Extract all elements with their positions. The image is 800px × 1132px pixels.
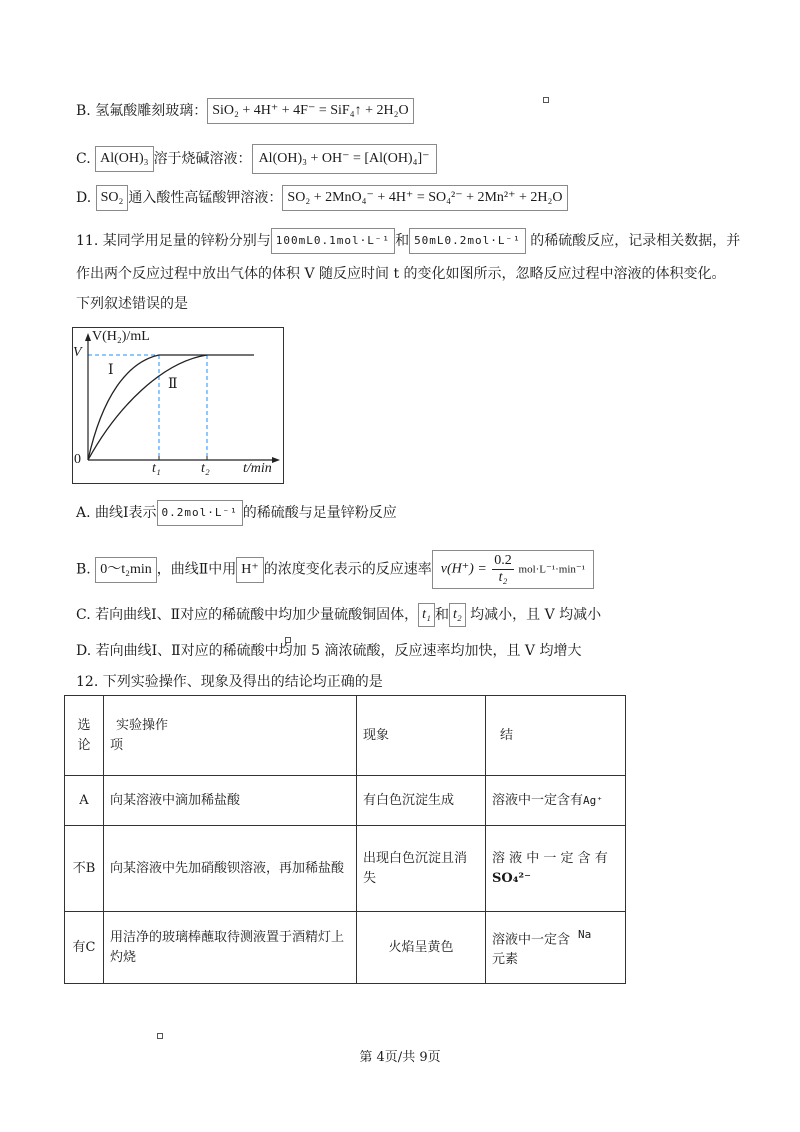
q11-option-d: D. 若向曲线Ⅰ、Ⅱ对应的稀硫酸中均加 5 滴浓硫酸，反应速率均加快，且 V 均增大 xyxy=(76,643,582,659)
sulfur-dioxide-formula: SO₂ xyxy=(96,185,129,211)
row-b-conclusion: 溶 液 中 一 定 含 有 SO₄²⁻ xyxy=(486,826,626,912)
row-b-operation: 向某溶液中先加硝酸钡溶液，再加稀盐酸 xyxy=(104,826,357,912)
x-axis-arrow xyxy=(272,457,280,463)
sulfate-ion: SO₄²⁻ xyxy=(492,870,531,886)
t1-box: t₁ xyxy=(418,603,435,627)
row-b-option: 不B xyxy=(65,826,104,912)
header-col-conclusion: 结 xyxy=(486,696,626,776)
x-axis-label: t/min xyxy=(243,461,272,476)
h-ion-box: H⁺ xyxy=(236,557,264,583)
q11-line-2: 作出两个反应过程中放出气体的体积 V 随反应时间 t 的变化如图所示，忽略反应过程中溶液的体积变化。 xyxy=(76,266,726,282)
curve-1-label: Ⅰ xyxy=(108,363,114,378)
experiment-table xyxy=(64,695,626,984)
rate-numerator: 0.2 xyxy=(494,553,512,568)
rate-lhs: v(H⁺) = xyxy=(440,561,491,577)
t2-box: t₂ xyxy=(449,603,466,627)
header-col-phenomenon: 现象 xyxy=(357,696,486,776)
table-row xyxy=(65,826,626,912)
t2-label: t₂ xyxy=(201,461,210,476)
row-c-conclusion: 溶液中一定含 $^{Na}$ 元素 xyxy=(486,912,626,984)
page-footer: 第 4页/共 9页 xyxy=(359,1050,441,1065)
q11-option-b-text-a: B. xyxy=(76,561,96,578)
q11-line-3: 下列叙述错误的是 xyxy=(76,296,188,312)
row-c-operation: 用洁净的玻璃棒蘸取待测液置于酒精灯上灼烧 xyxy=(104,912,357,984)
y-axis-label: V(H₂)/mL xyxy=(92,329,150,344)
header-col-option: 选 论 xyxy=(65,696,104,776)
origin-label: 0 xyxy=(74,452,81,467)
q11-option-c xyxy=(76,603,601,627)
ag-ion: Ag⁺ xyxy=(583,793,603,807)
q11-option-a-text-a: A. 曲线Ⅰ表示 xyxy=(76,505,157,521)
row-a-conclusion: 溶液中一定含有Ag⁺ xyxy=(486,776,626,826)
sodium-symbol: Na xyxy=(578,927,592,941)
row-a-operation: 向某溶液中滴加稀盐酸 xyxy=(104,776,357,826)
q11-option-c-text-c: 均减小，且 V 均减小 xyxy=(465,607,602,623)
option-d-equation: SO₂ + 2MnO₄⁻ + 4H⁺ = SO₄²⁻ + 2Mn²⁺ + 2H₂O xyxy=(282,185,567,211)
option-b-line xyxy=(76,98,414,124)
option-c-prefix: C. xyxy=(76,151,96,167)
t1-label: t₁ xyxy=(152,461,161,476)
header-col-operation: 实验操作 项 xyxy=(104,696,357,776)
stray-mark xyxy=(157,1033,163,1039)
conc-1-box: 100mL0.1mol·L⁻¹ xyxy=(271,228,395,254)
volume-time-graph xyxy=(72,327,282,482)
q12-title: 12. 下列实验操作、现象及得出的结论均正确的是 xyxy=(76,674,383,690)
table-row xyxy=(65,776,626,826)
q11-option-a xyxy=(76,500,397,526)
time-range-box: 0～t₂min xyxy=(95,557,157,583)
option-d-line xyxy=(76,185,568,211)
option-d-text: 通入酸性高锰酸钾溶液： xyxy=(128,190,283,206)
row-a-option: A xyxy=(65,776,104,826)
row-c-phenomenon: 火焰呈黄色 xyxy=(357,912,486,984)
q11-option-a-text-b: 的稀硫酸与足量锌粉反应 xyxy=(242,505,397,521)
table-row xyxy=(65,912,626,984)
q11-line-1 xyxy=(76,228,740,254)
option-c-line xyxy=(76,144,437,174)
q11-option-b-text-c: 的浓度变化表示的反应速率 xyxy=(263,561,432,578)
option-c-text: 溶于烧碱溶液： xyxy=(153,151,252,167)
q11-option-c-text-a: C. 若向曲线Ⅰ、Ⅱ对应的稀硫酸中均加少量硫酸铜固体， xyxy=(76,607,419,623)
option-d-prefix: D. xyxy=(76,190,96,206)
table-header-row xyxy=(65,696,626,776)
stray-mark xyxy=(543,97,549,103)
q11-text-c: 的稀硫酸反应，记录相关数据，并 xyxy=(525,233,741,249)
rate-fraction xyxy=(492,553,514,586)
q11-option-b-text-b: ，曲线Ⅱ中用 xyxy=(156,561,237,578)
rate-formula-box xyxy=(432,550,594,589)
q11-text-a: 11. 某同学用足量的锌粉分别与 xyxy=(76,233,271,249)
rate-denominator: t₂ xyxy=(498,570,508,585)
q11-text-b: 和 xyxy=(395,233,410,249)
curve-2-label: Ⅱ xyxy=(168,377,178,392)
y-axis-arrow xyxy=(85,333,91,341)
row-b-phenomenon: 出现白色沉淀且消失 xyxy=(357,826,486,912)
conc-2-box: 50mL0.2mol·L⁻¹ xyxy=(409,228,526,254)
curve-2 xyxy=(88,355,207,460)
v-label: V xyxy=(73,345,82,360)
rate-unit: mol·L⁻¹·min⁻¹ xyxy=(515,563,586,576)
option-b-prefix: B. 氢氟酸雕刻玻璃： xyxy=(76,103,208,119)
q11-option-a-conc: 0.2mol·L⁻¹ xyxy=(157,500,243,526)
q11-option-b xyxy=(76,550,594,589)
row-c-option: 有C xyxy=(65,912,104,984)
q11-option-c-text-b: 和 xyxy=(434,607,449,623)
option-c-equation: Al(OH)₃ + OH⁻ = [Al(OH)₄]⁻ xyxy=(252,144,437,174)
row-a-phenomenon: 有白色沉淀生成 xyxy=(357,776,486,826)
option-b-equation: SiO₂ + 4H⁺ + 4F⁻ = SiF₄↑ + 2H₂O xyxy=(207,98,413,124)
aluminium-hydroxide-formula: Al(OH)₃ xyxy=(95,146,153,172)
